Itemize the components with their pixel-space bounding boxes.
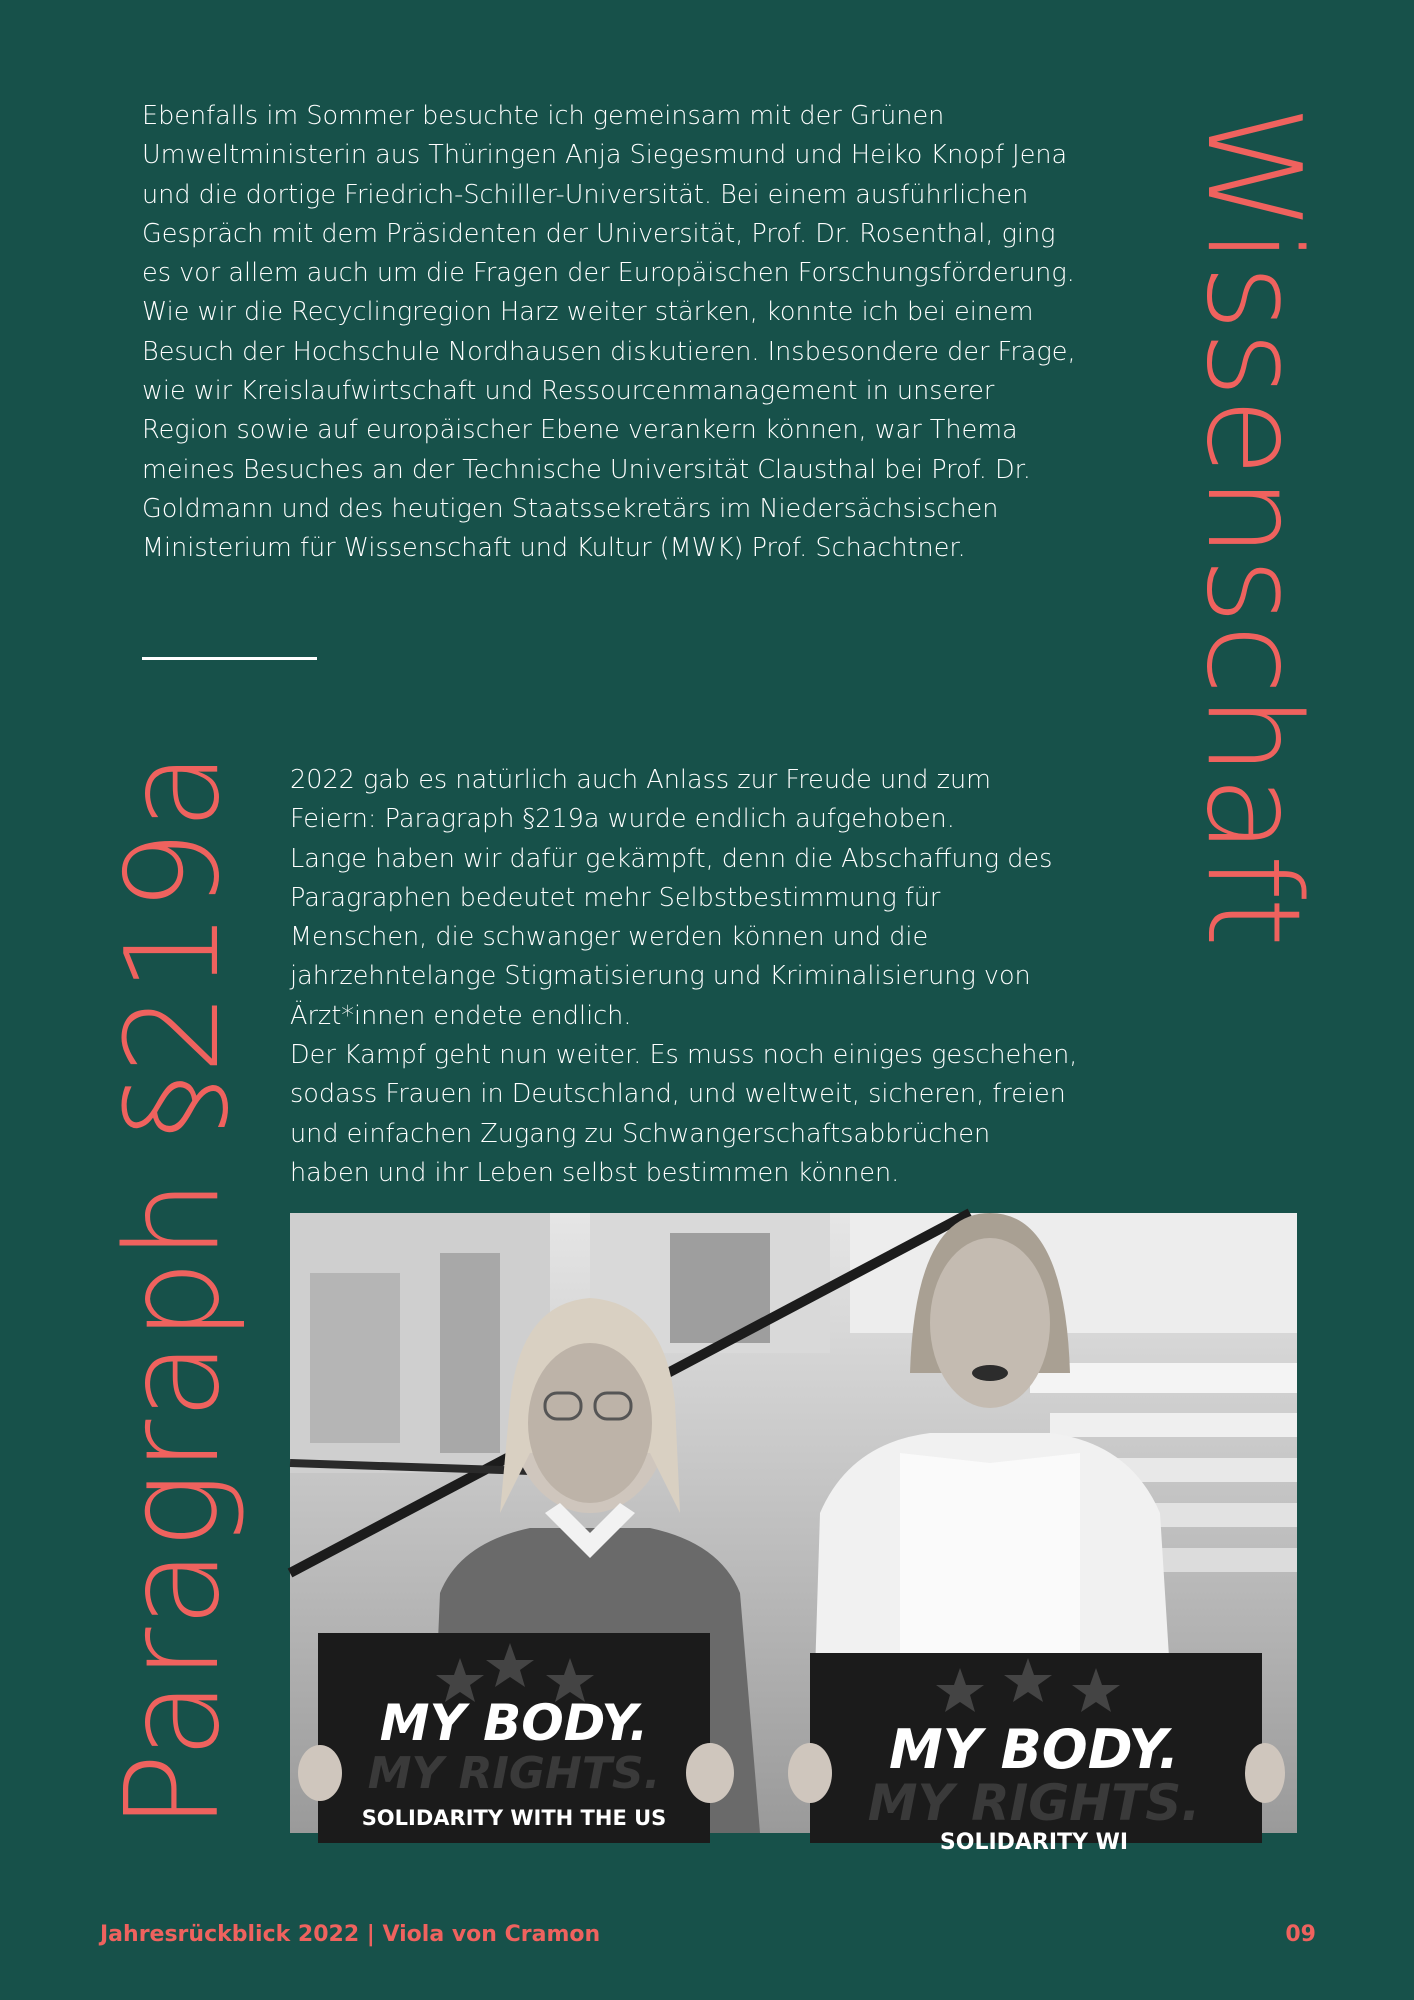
science-paragraph	[142, 97, 1076, 569]
sign-left-line1: MY BODY.	[379, 1694, 649, 1752]
text-line: sodass Frauen in Deutschland, und weltweit, sicheren, freien	[290, 1079, 1066, 1110]
text-line: Goldmann und des heutigen Staatssekretärs im Niedersächsischen	[142, 493, 999, 524]
text-line: Menschen, die schwanger werden können und die	[290, 922, 929, 953]
paragraph-219a-text	[290, 761, 1077, 1193]
text-line: und die dortige Friedrich-Schiller-Universität. Bei einem ausführlichen	[142, 179, 1029, 210]
text-line: Ebenfalls im Sommer besuchte ich gemeinsam mit der Grünen	[142, 101, 945, 131]
science-section-title: Wissenschaft	[1178, 105, 1327, 948]
text-line: meines Besuches an der Technische Universität Clausthal bei Prof. Dr.	[142, 454, 1031, 485]
footer-title: Jahresrückblick 2022 | Viola von Cramon	[100, 1922, 601, 1947]
paragraph-section-title: Paragraph §219a	[99, 751, 248, 1830]
sign-right-line3: SOLIDARITY WI	[939, 1830, 1129, 1855]
protest-sign-right	[810, 1653, 1262, 1855]
text-line: haben und ihr Leben selbst bestimmen können.	[290, 1157, 900, 1188]
text-line: Umweltministerin aus Thüringen Anja Siegesmund und Heiko Knopf Jena	[142, 140, 1068, 171]
text-line: jahrzehntelange Stigmatisierung und Kriminalisierung von	[290, 961, 1031, 992]
sign-right-line2: MY RIGHTS.	[867, 1774, 1201, 1832]
text-line: Paragraphen bedeutet mehr Selbstbestimmung für	[290, 882, 941, 913]
text-line: 2022 gab es natürlich auch Anlass zur Freude und zum	[290, 765, 991, 795]
text-line: Region sowie auf europäischer Ebene verankern können, war Thema	[142, 415, 1018, 446]
text-line: Ministerium für Wissenschaft und Kultur (MWK) Prof. Schachtner.	[142, 533, 966, 564]
text-line: Ärzt*innen endete endlich.	[290, 1000, 632, 1031]
text-line: Lange haben wir dafür gekämpft, denn die Abschaffung des	[290, 843, 1053, 874]
text-line: Gespräch mit dem Präsidenten der Universität, Prof. Dr. Rosenthal, ging	[142, 218, 1056, 249]
text-line: Besuch der Hochschule Nordhausen diskutieren. Insbesondere der Frage,	[142, 336, 1076, 367]
text-line: Feiern: Paragraph §219a wurde endlich aufgehoben.	[290, 804, 955, 835]
page-number: 09	[1285, 1922, 1316, 1947]
text-line: wie wir Kreislaufwirtschaft und Ressourcenmanagement in unserer	[142, 376, 995, 407]
text-line: Wie wir die Recyclingregion Harz weiter stärken, konnte ich bei einem	[142, 297, 1034, 328]
sign-left-line2: MY RIGHTS.	[367, 1748, 661, 1799]
text-line: und einfachen Zugang zu Schwangerschaftsabbrüchen	[290, 1118, 991, 1149]
text-line: es vor allem auch um die Fragen der Europäischen Forschungsförderung.	[142, 258, 1075, 289]
protest-sign-left	[318, 1633, 710, 1843]
sign-right-line1: MY BODY.	[888, 1718, 1180, 1781]
section-divider	[142, 657, 317, 660]
text-line: Der Kampf geht nun weiter. Es muss noch einiges geschehen,	[290, 1040, 1078, 1071]
sign-left-line3: SOLIDARITY WITH THE US	[361, 1806, 667, 1830]
photo-illustration	[290, 1213, 1297, 1855]
protest-photo	[290, 1213, 1297, 1855]
